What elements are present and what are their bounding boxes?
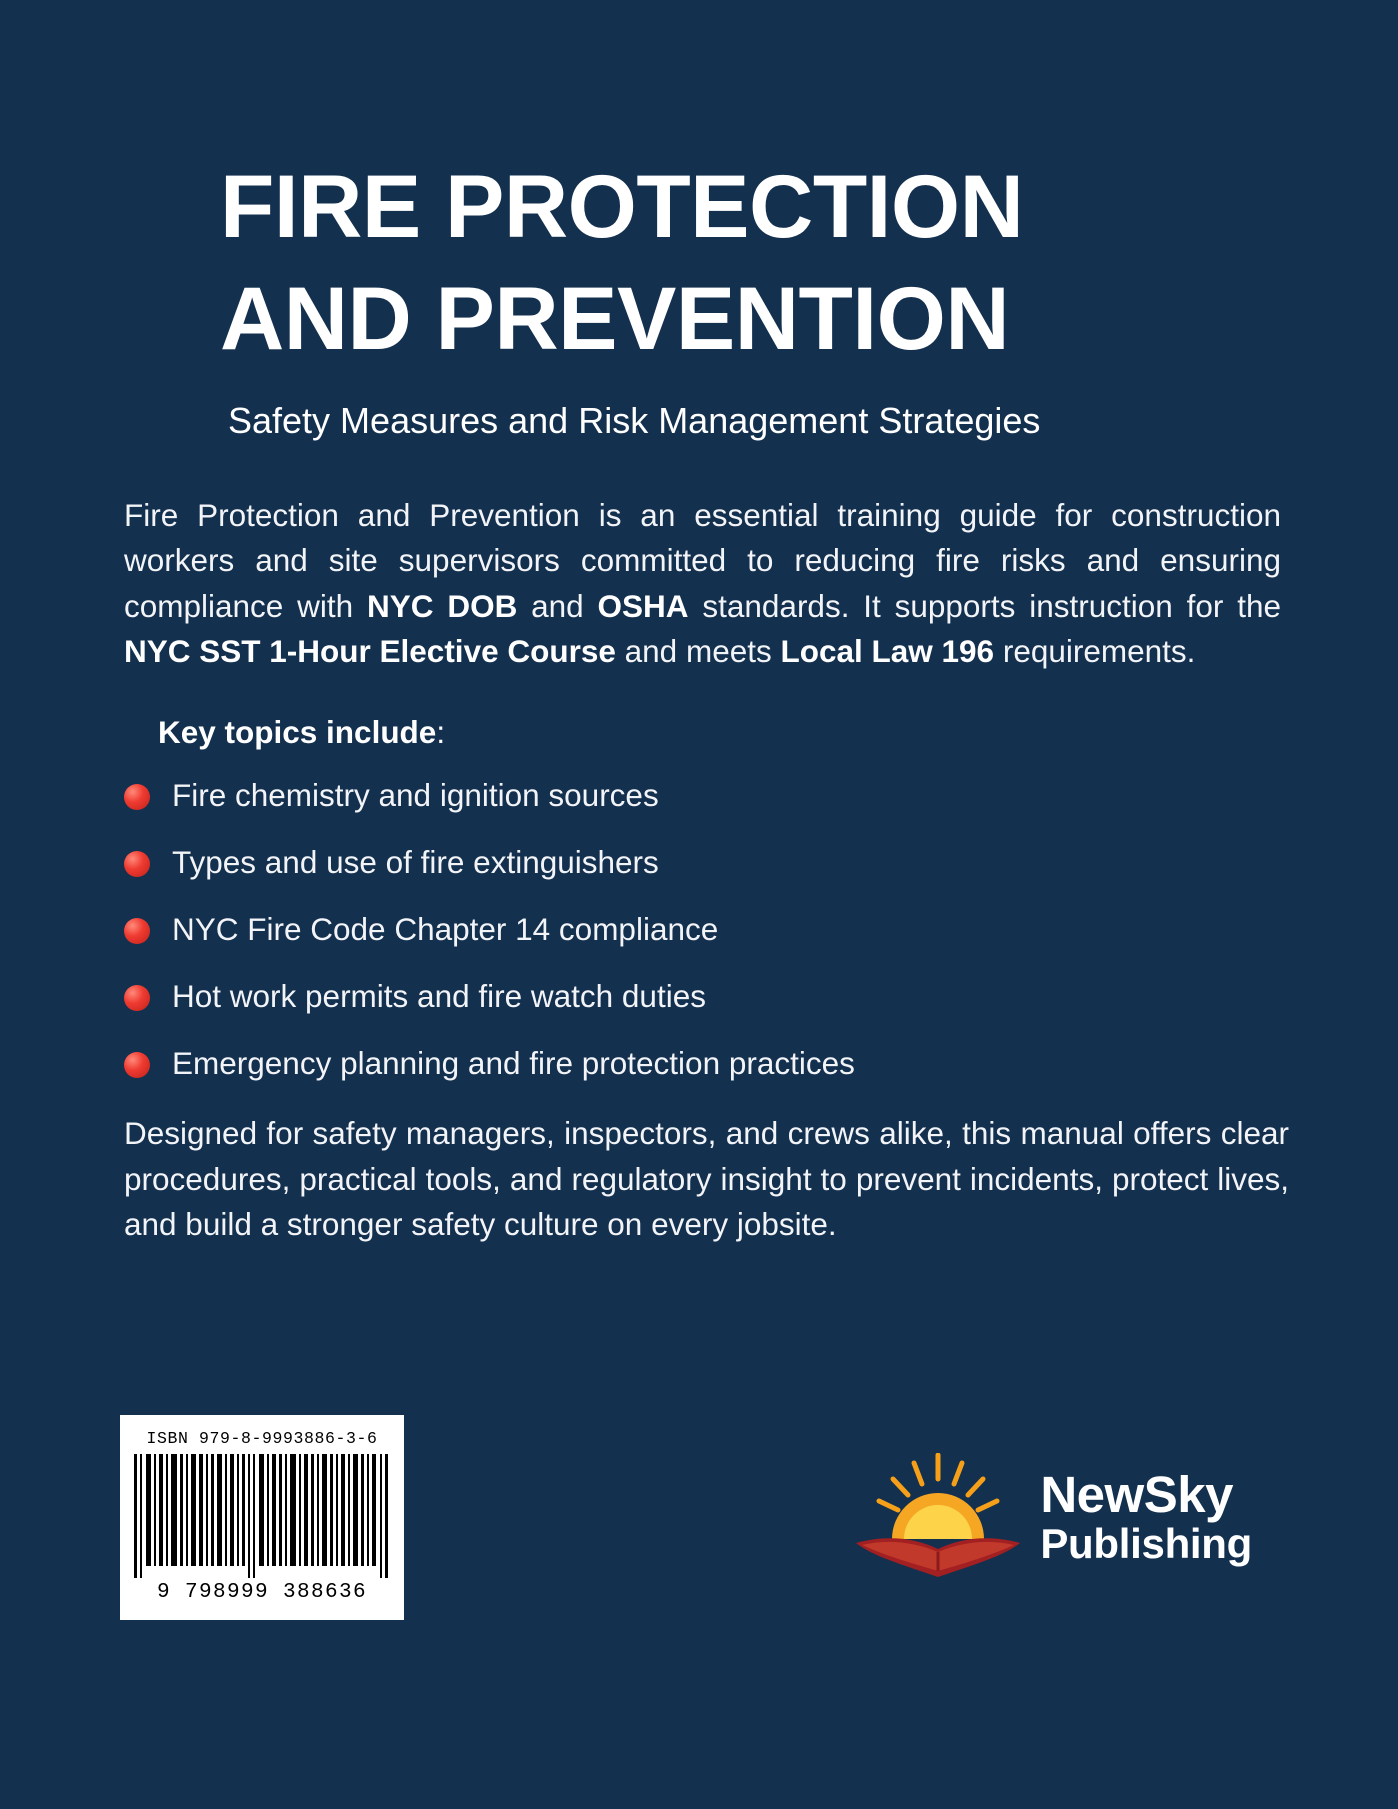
topics-list [124, 777, 1289, 1082]
bullet-dot-icon [124, 1052, 150, 1078]
description-bold-sst-course: NYC SST 1-Hour Elective Course [124, 633, 616, 670]
description-part-2: and [517, 587, 598, 624]
description-bold-nyc-dob: NYC DOB [367, 587, 518, 624]
page-title [124, 0, 1289, 374]
page-subtitle: Safety Measures and Risk Management Strategies [228, 400, 1041, 442]
sunrise-book-logo-icon [852, 1453, 1024, 1581]
description-part-1: Fire Protection and Prevention is an essential training guide for construction workers and site supervisors committed to reducing fire risks and ensuring compliance with [124, 497, 1281, 624]
description-part-3: standards. It supports instruction for the [688, 587, 1281, 624]
list-item-label: Hot work permits and fire watch duties [172, 977, 706, 1014]
list-item-label: Emergency planning and fire protection practices [172, 1044, 855, 1081]
bullet-dot-icon [124, 918, 150, 944]
list-item-label: Types and use of fire extinguishers [172, 844, 659, 881]
list-item-label: NYC Fire Code Chapter 14 compliance [172, 911, 719, 948]
isbn-label: ISBN 979-8-9993886-3-6 [146, 1429, 378, 1448]
publisher-logo [852, 1453, 1252, 1581]
isbn-barcode [120, 1415, 404, 1620]
list-item [124, 978, 1289, 1016]
cover-footer [0, 1429, 1398, 1809]
key-topics-heading [124, 714, 1289, 751]
bullet-dot-icon [124, 784, 150, 810]
barcode-bars-icon [132, 1454, 392, 1578]
description-part-4: and meets [615, 633, 781, 670]
title-line-2: AND PREVENTION [220, 268, 1010, 369]
bullet-dot-icon [124, 985, 150, 1011]
description-bold-local-law: Local Law 196 [780, 633, 995, 670]
isbn-number: 9 798999 388636 [156, 1581, 368, 1604]
description-paragraph [124, 493, 1289, 674]
closing-paragraph: Designed for safety managers, inspectors, and crews alike, this manual offers clear procedures, practical tools, and regulatory insight to prevent incidents, protect lives, and build a stronger safety culture on every jobsite. [124, 1115, 1289, 1243]
list-item-label: Fire chemistry and ignition sources [172, 777, 659, 814]
bullet-dot-icon [124, 851, 150, 877]
publisher-name [1040, 1466, 1252, 1567]
list-item [124, 1045, 1289, 1083]
publisher-name-line-1: NewSky [1040, 1466, 1233, 1524]
description-bold-osha: OSHA [597, 587, 689, 624]
list-item [124, 911, 1289, 949]
key-topics-colon: : [436, 714, 446, 751]
list-item [124, 777, 1289, 815]
key-topics-label: Key topics include [158, 714, 437, 751]
title-line-1: FIRE PROTECTION [220, 156, 1024, 256]
publisher-name-line-2: Publishing [1040, 1519, 1252, 1567]
description-part-5: requirements. [994, 633, 1196, 670]
list-item [124, 844, 1289, 882]
